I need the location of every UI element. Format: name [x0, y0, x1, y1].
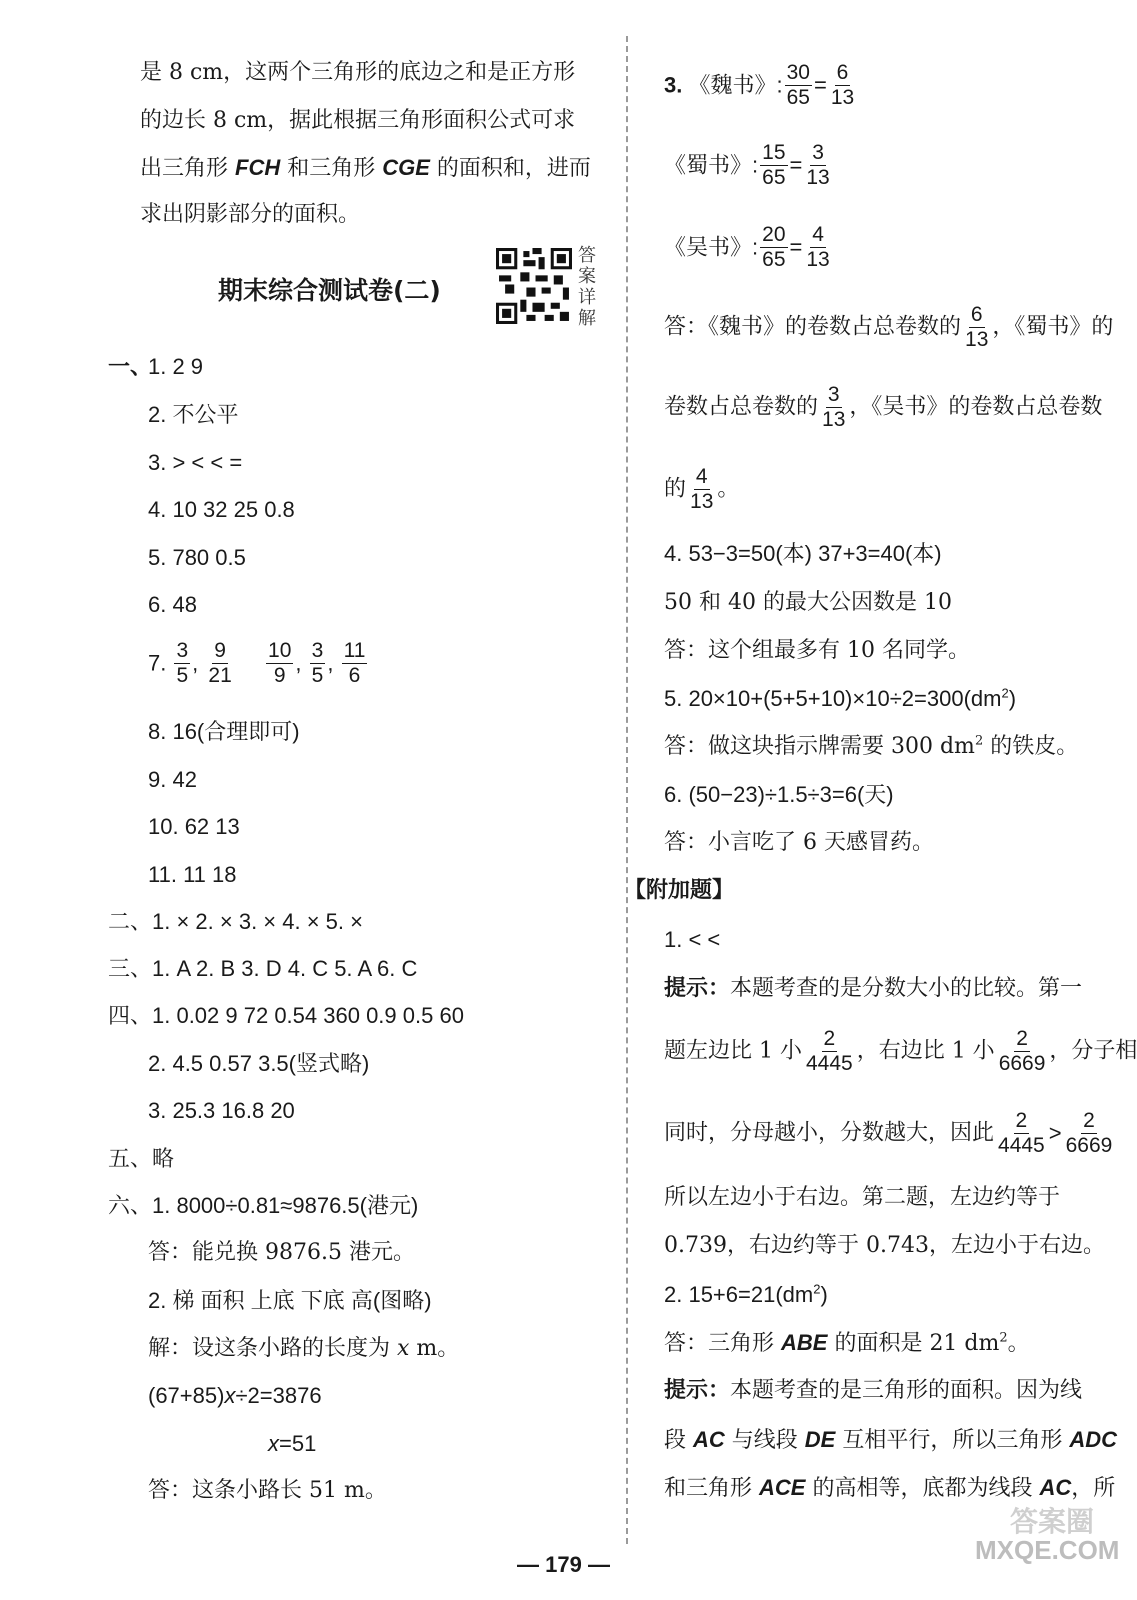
answer-line: 5. 780 0.5	[148, 545, 246, 570]
answer-line: 2. 不公平	[148, 402, 239, 427]
intro-line: 的边长 8 cm，据此根据三角形面积公式可求	[140, 108, 576, 133]
intro-line: 是 8 cm，这两个三角形的底边之和是正方形	[140, 60, 576, 85]
fraction: $\frac{6}{13}$	[965, 303, 989, 352]
fraction: $\frac{11}{6}$	[343, 639, 366, 688]
column-divider	[626, 36, 628, 1544]
fraction: $\frac{3}{5}$	[311, 639, 324, 688]
q6-answer: 答：小言吃了 6 天感冒药。	[664, 830, 934, 855]
fraction: $\frac{3}{5}$	[176, 639, 189, 688]
answer-line: 10. 62 13	[148, 814, 240, 839]
section-1-label: 一、	[108, 354, 153, 379]
answer-3-line: 卷数占总卷数的 $\frac{3}{13}$ ，《吴书》的卷数占总卷数	[664, 383, 1103, 432]
answer-line: 11. 11 18	[148, 862, 237, 887]
answer-line: 1. 2 9	[148, 354, 204, 379]
fraction: $\frac{2}{6669}$	[998, 1027, 1046, 1076]
section-3: 三、1. A 2. B 3. D 4. C 5. A 6. C	[108, 956, 418, 981]
bonus-1-hint: 所以左边小于右边。第二题，左边约等于	[664, 1185, 1061, 1210]
answer-3-line: 答：《魏书》的卷数占总卷数的 $\frac{6}{13}$ ，《蜀书》的	[664, 303, 1114, 352]
fraction: $\frac{6}{13}$	[830, 61, 855, 110]
book-ratio-shushu: 《蜀书》: $\frac{15}{65}$ = $\frac{3}{13}$	[664, 141, 830, 190]
section-6-solution: 解：设这条小路的长度为 x m。	[148, 1336, 460, 1361]
q4-gcd: 50 和 40 的最大公因数是 10	[664, 590, 952, 615]
answer-line: 8. 16(合理即可)	[148, 719, 300, 744]
fraction: $\frac{15}{65}$	[762, 141, 786, 190]
q4-line: 4. 53−3=50(本) 37+3=40(本)	[664, 541, 942, 566]
fraction: $\frac{4}{13}$	[690, 465, 714, 514]
fraction: $\frac{4}{13}$	[806, 223, 830, 272]
q5-line: 5. $20\times 10+(5+5+10)\times 10\div 2=300(dm^2)$	[664, 685, 1017, 711]
section-2: 二、1. × 2. × 3. × 4. × 5. ×	[108, 909, 363, 934]
fraction: $\frac{20}{65}$	[762, 223, 786, 272]
section-4-line: 2. 4.5 0.57 3.5(竖式略)	[148, 1051, 370, 1076]
bonus-2: 2. $15+6=21(dm^2)$	[664, 1281, 828, 1307]
page-number: — 179 —	[517, 1552, 610, 1577]
fraction: $\frac{2}{6669}$	[1065, 1109, 1113, 1158]
fraction: $\frac{10}{9}$	[268, 639, 292, 688]
answer-line: 9. 42	[148, 767, 197, 792]
qr-code-icon[interactable]	[496, 248, 572, 324]
bonus-2-hint: 提示：本题考查的是三角形的面积。因为线	[664, 1378, 1083, 1403]
bonus-1-hint: 0.739，右边约等于 0.743，左边小于右边。	[664, 1233, 1105, 1258]
bonus-1-hint: 题左边比 1 小 $\frac{2}{4445}$ ，右边比 1 小 $\frac{2}{6669}$ ，分子相	[664, 1027, 1137, 1076]
section-6-line: 六、1. 8000÷0.81≈9876.5(港元)	[108, 1193, 419, 1218]
book-ratio-weishu: 3. 《魏书》: $\frac{30}{65}$ = $\frac{6}{13}$	[664, 61, 855, 110]
bonus-1-hint: 同时，分母越小，分数越大，因此 $\frac{2}{4445}$ > $\frac{2}{6669}$	[664, 1109, 1113, 1158]
intro-line: 求出阴影部分的面积。	[140, 202, 361, 227]
intro-line: 出三角形 FCH 和三角形 CGE 的面积和，进而	[140, 155, 591, 181]
section-6-line: 2. 梯 面积 上底 下底 高(图略)	[148, 1288, 432, 1313]
answer-line: 6. 48	[148, 592, 197, 617]
bonus-2-hint: 和三角形 ACE 的高相等，底都为线段 AC，所	[664, 1475, 1116, 1501]
right-column	[624, 0, 1137, 1540]
section-5: 五、略	[108, 1146, 175, 1171]
q6-line: 6. (50−23)÷1.5÷3=6(天)	[664, 782, 894, 807]
fraction: $\frac{30}{65}$	[786, 61, 810, 110]
answer-3-line: 的 $\frac{4}{13}$ 。	[664, 465, 740, 514]
qr-caption: 答案详解	[578, 245, 596, 329]
answer-line: 3. > < < =	[148, 450, 243, 475]
bonus-1-hint: 提示：本题考查的是分数大小的比较。第一	[664, 976, 1083, 1001]
section-6-equation: (67+85)x÷2=3876	[148, 1383, 322, 1408]
book-ratio-wushu: 《吴书》: $\frac{20}{65}$ = $\frac{4}{13}$	[664, 223, 830, 272]
section-6-answer: 答：能兑换 9876.5 港元。	[148, 1240, 415, 1265]
fraction: $\frac{2}{4445}$	[998, 1109, 1045, 1158]
bonus-2-answer: 答：三角形 ABE 的面积是 21 $dm^2$。	[664, 1330, 1030, 1356]
answer-line-q7: 7. $\frac{3}{5}$ , $\frac{9}{21}$ $\frac{10}{9}$ , $\frac{3}{5}$ , $\frac{11}{6}$	[148, 639, 366, 688]
watermark-cn: 答案圈	[1010, 1505, 1095, 1538]
fraction: $\frac{3}{13}$	[822, 383, 846, 432]
q5-answer: 答：做这块指示牌需要 300 $dm^2$ 的铁皮。	[664, 733, 1079, 759]
bonus-title: 【附加题】	[624, 878, 735, 903]
answer-line: 4. 10 32 25 0.8	[148, 497, 295, 522]
section-6-result: x=51	[268, 1431, 317, 1456]
q4-answer: 答：这个组最多有 10 名同学。	[664, 638, 970, 663]
section-title: 期末综合测试卷(二)	[218, 276, 441, 305]
bonus-1: 1. < <	[664, 927, 721, 952]
section-4-line: 3. 25.3 16.8 20	[148, 1098, 295, 1123]
fraction: $\frac{3}{13}$	[806, 141, 830, 190]
bonus-2-hint: 段 AC 与线段 DE 互相平行，所以三角形 ADC	[664, 1427, 1118, 1453]
section-6-answer: 答：这条小路长 51 m。	[148, 1478, 387, 1503]
fraction: $\frac{2}{4445}$	[805, 1027, 853, 1076]
section-4-line: 四、1. 0.02 9 72 0.54 360 0.9 0.5 60	[108, 1003, 464, 1028]
watermark: MXQE.COM	[975, 1535, 1120, 1565]
fraction: $\frac{9}{21}$	[208, 639, 232, 688]
